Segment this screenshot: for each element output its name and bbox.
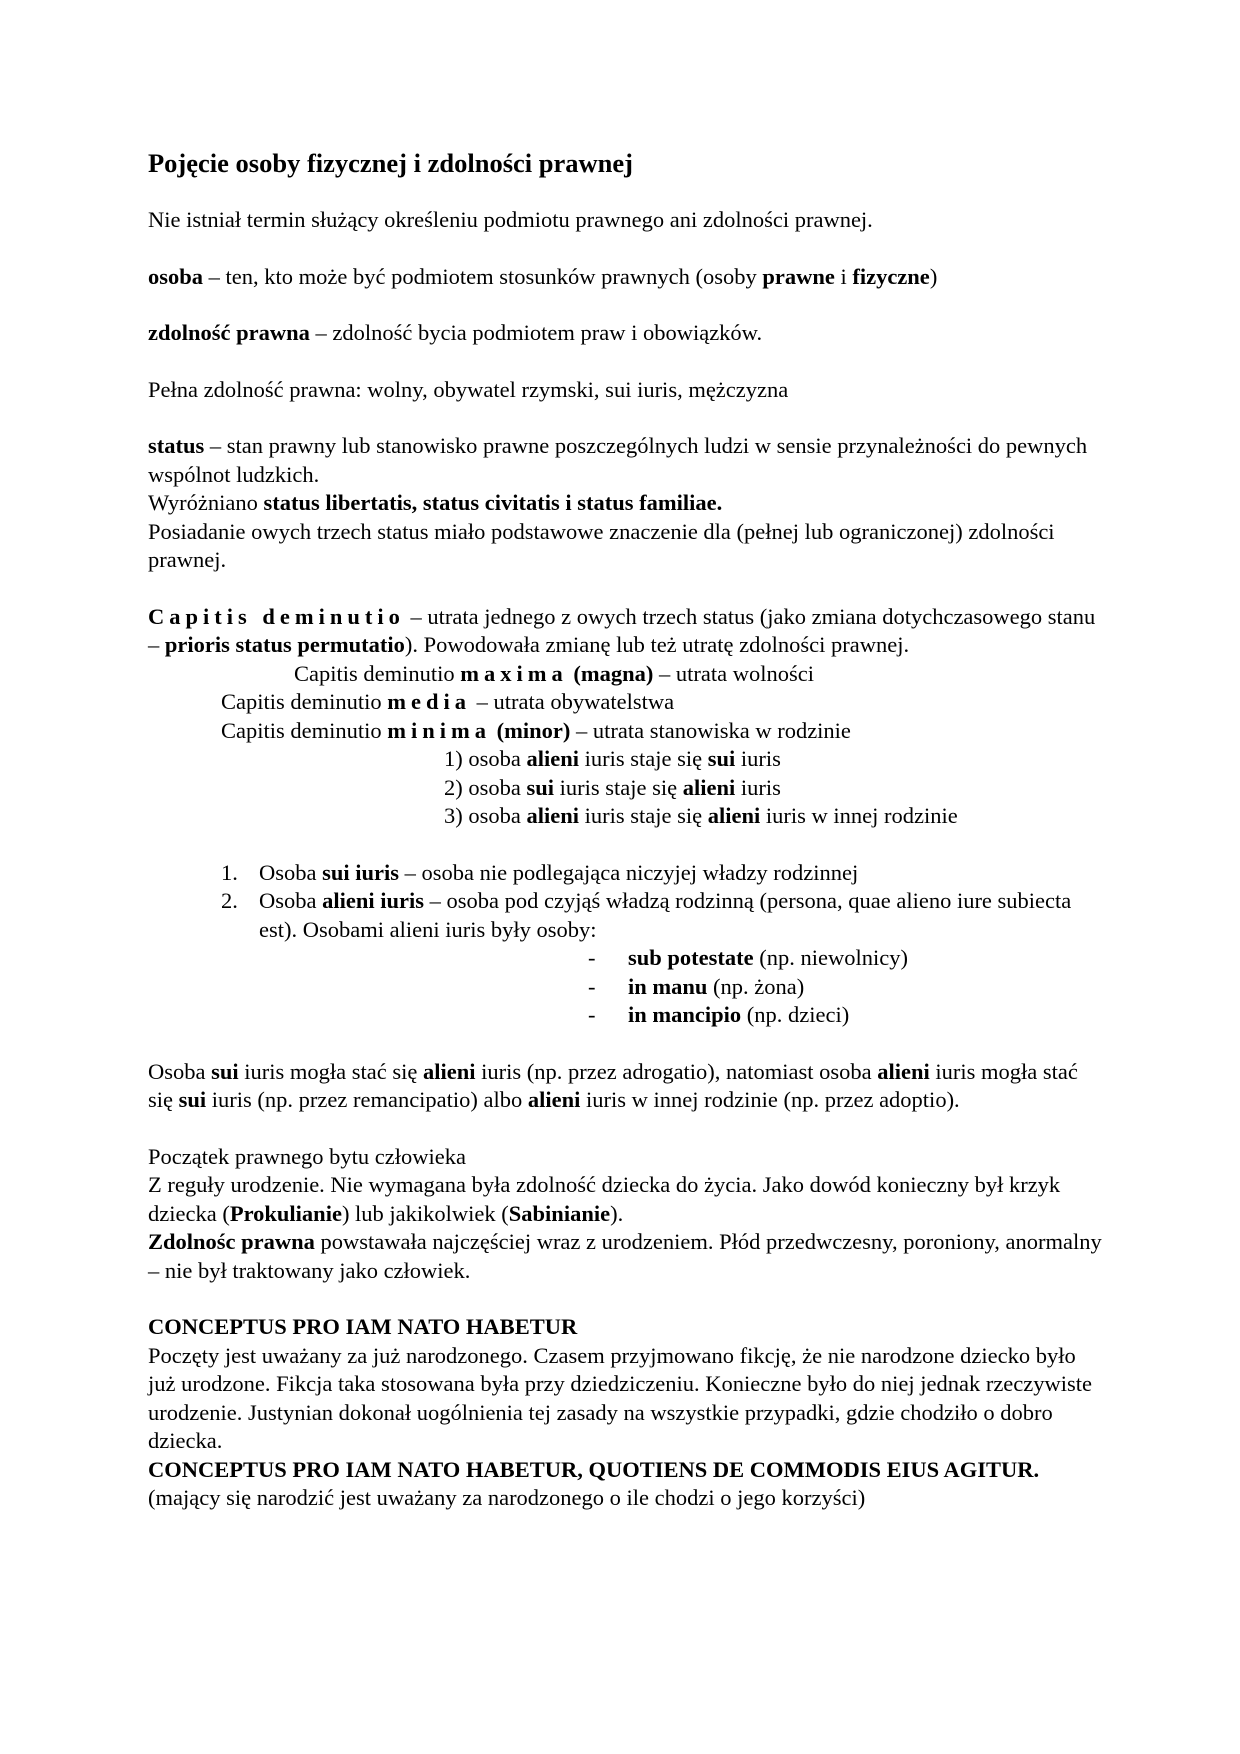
osoba-sui-paragraph: Osoba sui iuris mogła stać się alieni iuris (np. przez adrogatio), natomiast osoba alieni iuris mogła stać się sui iuris (np. przez remancipatio) albo alieni iuris w innej rodzinie (np. przez adoptio).: [148, 1058, 1078, 1112]
intro-paragraph: Nie istniał termin służący określeniu podmiotu prawnego ani zdolności prawnej.: [148, 207, 873, 232]
dash-list-item: - in mancipio (np. dzieci): [148, 1001, 1108, 1030]
capitis-minima: Capitis deminutio minima (minor) – utrata stanowiska w rodzinie: [221, 717, 851, 743]
list-number: 2.: [221, 888, 238, 913]
osoba-definition: osoba – ten, kto może być podmiotem stosunków prawnych (osoby prawne i fizyczne): [148, 263, 938, 289]
numbered-list-item: 1. Osoba sui iuris – osoba nie podlegająca niczyjej władzy rodzinnej: [148, 859, 1108, 888]
status-types: Wyróżniano status libertatis, status civitatis i status familiae.: [148, 490, 723, 515]
numbered-list-item: 2. Osoba alieni iuris – osoba pod czyjąś władzą rodzinną (persona, quae alieno iure subiecta est). Osobami alieni iuris były osoby:: [148, 887, 1108, 944]
pelna-zdolnosc: Pełna zdolność prawna: wolny, obywatel rzymski, sui iuris, mężczyzna: [148, 376, 789, 402]
status-definition: status – stan prawny lub stanowisko prawne poszczególnych ludzi w sensie przynależności do pewnych wspólnot ludzkich.: [148, 433, 1088, 487]
capitis-definition: Capitis deminutio – utrata jednego z owych trzech status (jako zmiana dotychczasowego stanu – prioris status permutatio). Powodowała zmianę lub też utratę zdolności prawnej.: [148, 603, 1096, 657]
dash-list-item: - sub potestate (np. niewolnicy): [148, 944, 1108, 973]
poczatek-heading: Początek prawnego bytu człowieka: [148, 1143, 466, 1169]
list-number: 1.: [221, 859, 238, 885]
conceptus-paragraph: Poczęty jest uważany za już narodzonego. Czasem przyjmowano fikcję, że nie narodzone dziecko było już urodzone. Fikcja taka stosowana była przy dziedziczeniu. Konieczne było do niej jednak rzeczywiste urodzenie. Justynian dokonał uogólnienia tej zasady na wszystkie przypadki, gdzie chodziło o dobro dziecka.: [148, 1342, 1093, 1453]
zdolnosc-term: zdolność prawna: [148, 320, 310, 345]
conceptus-heading: CONCEPTUS PRO IAM NATO HABETUR: [148, 1314, 578, 1339]
list-dash: -: [588, 945, 596, 970]
minima-item: 2) osoba sui iuris staje się alieni iuris: [444, 774, 781, 800]
list-dash: -: [588, 1002, 596, 1027]
capitis-term: Capitis deminutio: [148, 603, 405, 629]
status-importance: Posiadanie owych trzech status miało podstawowe znaczenie dla (pełnej lub ograniczonej) zdolności prawnej.: [148, 518, 1055, 572]
conceptus-heading-full: CONCEPTUS PRO IAM NATO HABETUR, QUOTIENS DE COMMODIS EIUS AGITUR.: [148, 1456, 1040, 1482]
minima-item: 1) osoba alieni iuris staje się sui iuris: [444, 746, 781, 771]
minima-item: 3) osoba alieni iuris staje się alieni iuris w innej rodzinie: [444, 803, 958, 828]
document-page: [148, 146, 1108, 1513]
zdolnosc-urodzenie: Zdolnośc prawna powstawała najczęściej wraz z urodzeniem. Płód przedwczesny, poroniony, anormalny – nie był traktowany jako człowiek.: [148, 1229, 1102, 1283]
zdolnosc-definition: zdolność prawna – zdolność bycia podmiotem praw i obowiązków.: [148, 320, 763, 345]
osoba-term: osoba: [148, 263, 204, 289]
dash-list-item: - in manu (np. żona): [148, 973, 1108, 1002]
poczatek-paragraph: Z reguły urodzenie. Nie wymagana była zdolność dziecka do życia. Jako dowód konieczny był krzyk dziecka (Prokulianie) lub jakikolwiek (Sabinianie).: [148, 1172, 1061, 1226]
conceptus-translation: (mający się narodzić jest uważany za narodzonego o ile chodzi o jego korzyści): [148, 1485, 866, 1510]
capitis-maxima: Capitis deminutio maxima (magna) – utrata wolności: [294, 660, 814, 686]
capitis-media: Capitis deminutio media – utrata obywatelstwa: [221, 689, 675, 714]
page-title: Pojęcie osoby fizycznej i zdolności prawnej: [148, 148, 633, 178]
list-dash: -: [588, 973, 596, 999]
status-term: status: [148, 433, 205, 458]
